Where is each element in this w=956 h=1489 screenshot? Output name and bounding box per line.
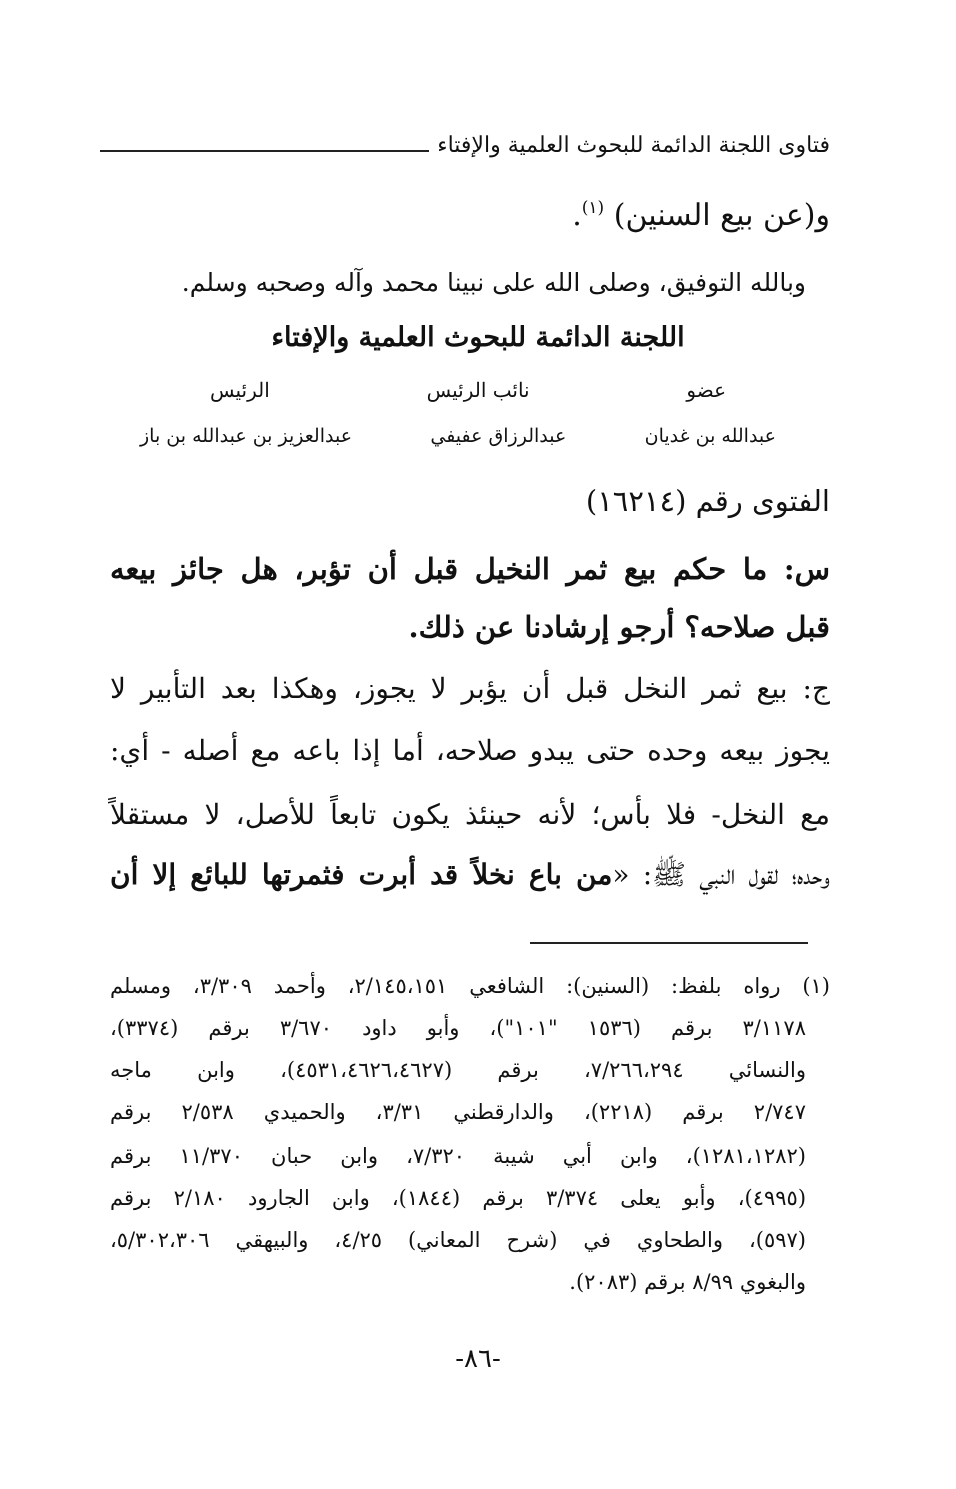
answer-line-2: يجوز بيعه وحده حتى يبدو صلاحه، أما إذا باعه مع أصله - أي: <box>110 734 830 767</box>
answer-line-3: مع النخل- فلا بأس؛ لأنه حينئذ يكون تابعاً للأصل، لا مستقلاً <box>110 798 830 831</box>
footnote-separator <box>530 942 808 944</box>
signature-names <box>140 425 776 447</box>
sinin-text: و(عن بيع السنين) <box>613 198 830 233</box>
signature-title-member: عضو <box>686 378 726 402</box>
signature-title-president: الرئيس <box>210 378 270 402</box>
footnote-line-5: (١٢٨١،١٢٨٢)، وابن أبي شيبة ٧/٣٢٠، وابن حبان ١١/٣٧٠ برقم <box>110 1144 806 1168</box>
answer-line-4 <box>110 858 830 898</box>
question-line-2: قبل صلاحه؟ أرجو إرشادنا عن ذلك. <box>408 610 830 644</box>
signature-name-vice-president: عبدالرزاق عفيفي <box>430 425 567 447</box>
sinin-line <box>100 198 830 233</box>
footnote-reference: (١) <box>581 198 605 218</box>
answer-line-4-plain: وحده؛ لقول النبي ﷺ: « <box>612 858 830 891</box>
footnote-line-7: (٥٩٧)، والطحاوي في (شرح المعاني) ٤/٢٥، والبيهقي ٥/٣٠٢،٣٠٦، <box>110 1228 806 1252</box>
footnote-line-1: (١) رواه بلفظ: (السنين): الشافعي ٢/١٤٥،١٥١، وأحمد ٣/٣٠٩، ومسلم <box>110 974 830 998</box>
signature-title-vice-president: نائب الرئيس <box>426 378 530 402</box>
sinin-period: . <box>572 198 582 233</box>
closing-line: وبالله التوفيق، وصلى الله على نبينا محمد وآله وصحبه وسلم. <box>181 268 806 297</box>
header-rule <box>100 150 429 152</box>
signature-titles <box>210 378 726 402</box>
running-header <box>100 118 830 158</box>
question-line-1: س: ما حكم بيع ثمر النخيل قبل أن تؤبر، هل جائز بيعه <box>110 552 830 586</box>
footnote-line-6: (٤٩٩٥)، وأبو يعلى ٣/٣٧٤ برقم (١٨٤٤)، وابن الجارود ٢/١٨٠ برقم <box>110 1186 807 1210</box>
signature-name-member: عبدالله بن غديان <box>644 425 776 447</box>
footnote-line-3: والنسائي ٧/٢٦٦،٢٩٤، برقم (٤٥٣١،٤٦٢٦،٤٦٢٧)، وابن ماجه <box>110 1058 806 1082</box>
hadith-quote: من باع نخلاً قد أبرت فثمرتها للبائع إلا أن <box>110 858 613 891</box>
header-title: فتاوى اللجنة الدائمة للبحوث العلمية والإفتاء <box>437 133 830 158</box>
page-number: -٨٦- <box>455 1344 501 1374</box>
footnote-line-8: والبغوي ٨/٩٩ برقم (٢٠٨٣). <box>569 1270 806 1294</box>
answer-line-1: ج: بيع ثمر النخل قبل أن يؤبر لا يجوز، وهكذا بعد التأبير لا <box>110 672 830 705</box>
footnote-line-4: ٢/٧٤٧ برقم (٢٢١٨)، والدارقطني ٣/٣١، والحميدي ٢/٥٣٨ برقم <box>110 1100 806 1124</box>
fatwa-number: الفتوى رقم (١٦٢١٤) <box>585 484 830 518</box>
committee-name: اللجنة الدائمة للبحوث العلمية والإفتاء <box>271 322 685 353</box>
signature-name-president: عبدالعزيز بن عبدالله بن باز <box>140 425 353 447</box>
footnote-line-2: ٣/١١٧٨ برقم (١٥٣٦ "١٠١")، وأبو داود ٣/٦٧٠ برقم (٣٣٧٤)، <box>110 1016 806 1040</box>
